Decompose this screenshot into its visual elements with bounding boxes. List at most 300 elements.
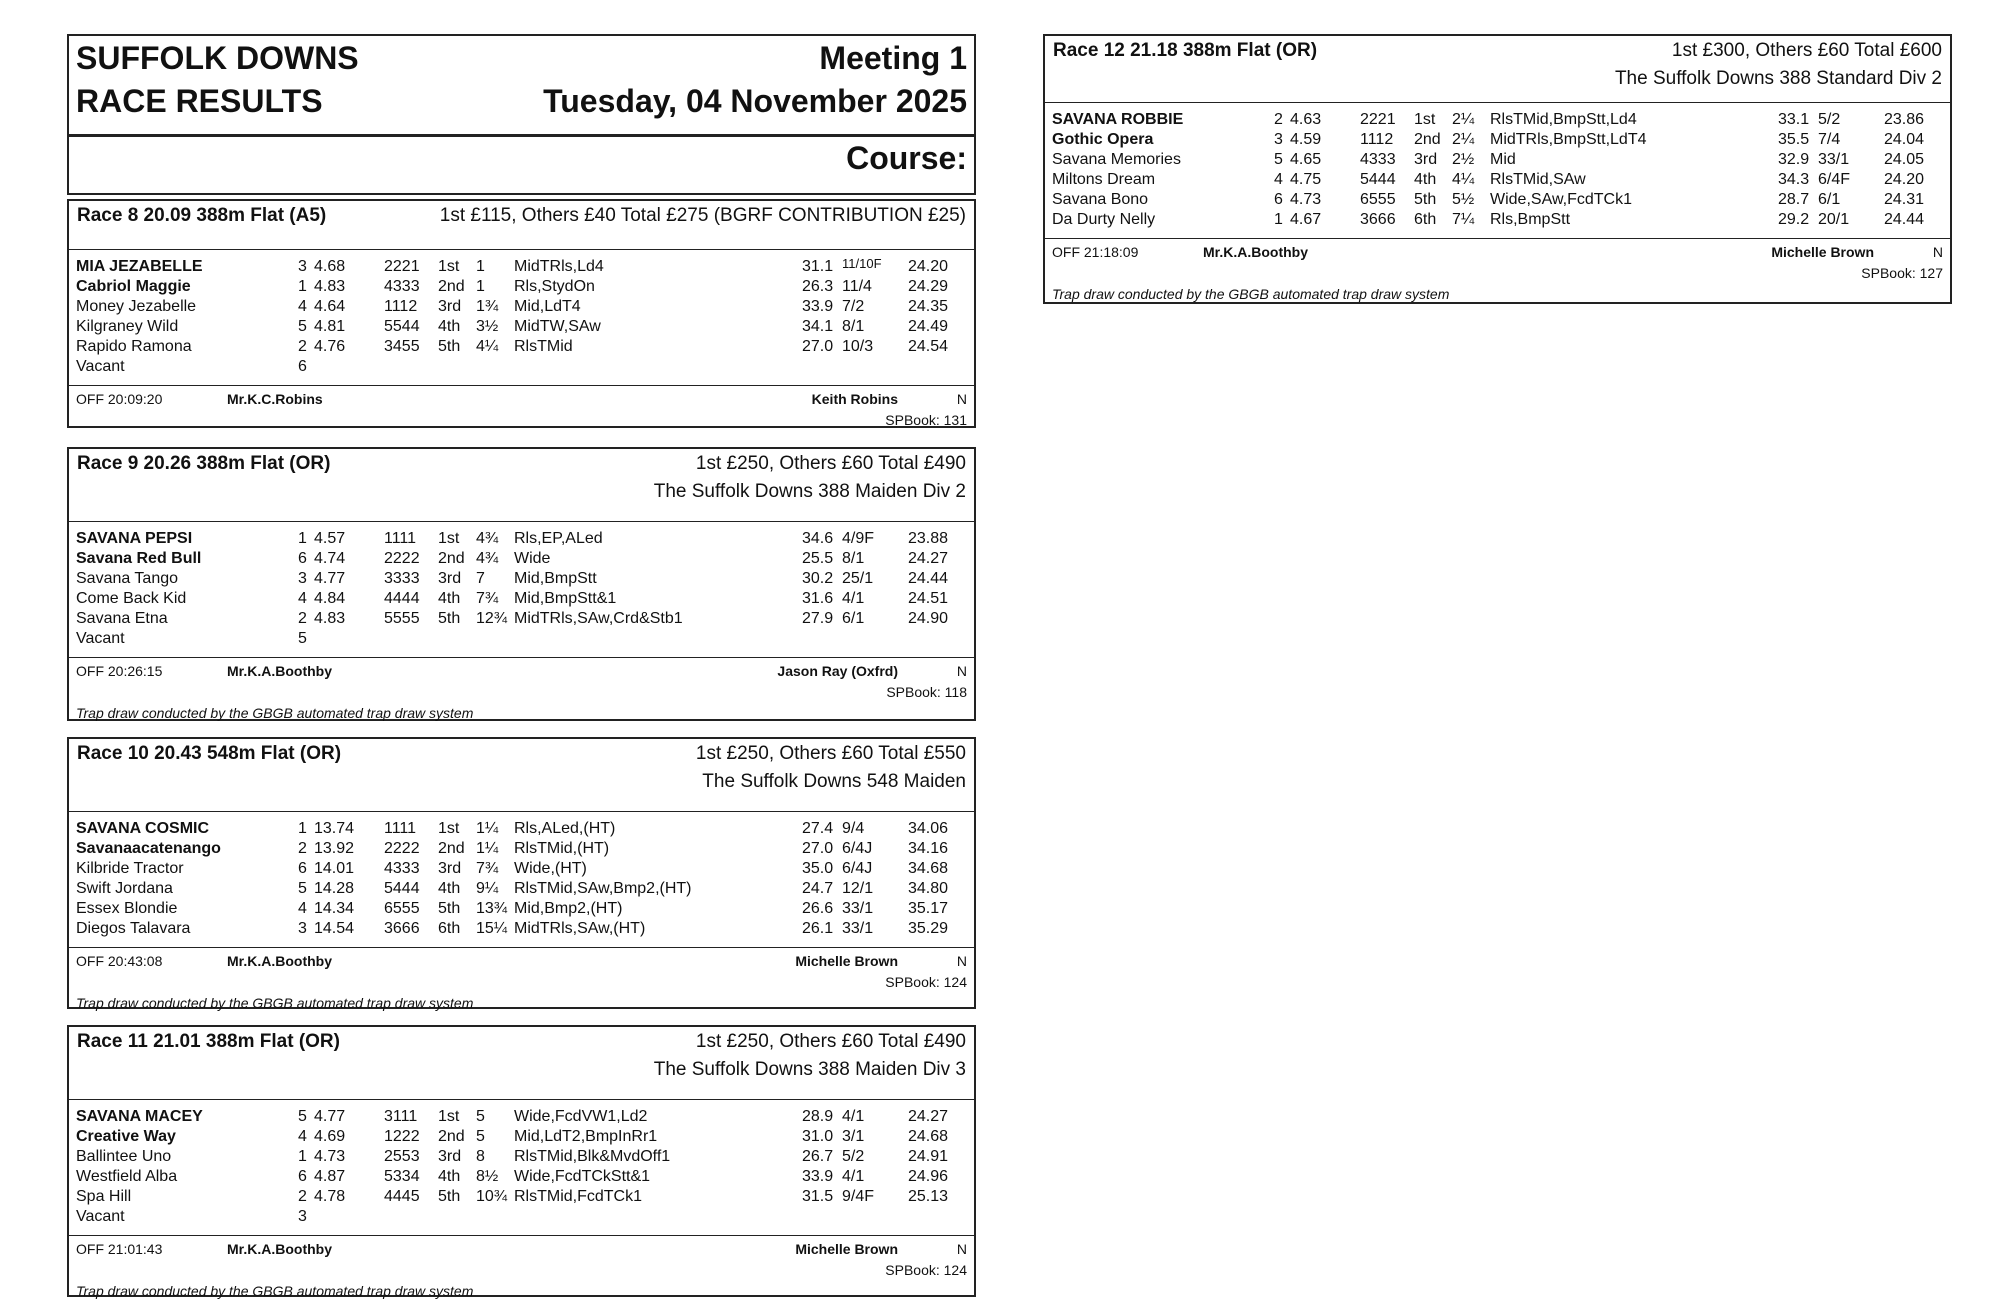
split-time: 4.87: [314, 1168, 346, 1185]
runner-name: Savana Bono: [1052, 191, 1149, 208]
split-time: 14.54: [314, 920, 355, 937]
run-time: 35.29: [908, 920, 949, 937]
race-title: Race 8 20.09 388m Flat (A5): [77, 205, 327, 226]
runner-row: [69, 629, 974, 648]
distance-beaten: 1¼: [476, 840, 499, 857]
race-prize: 1st £300, Others £60 Total £600: [1671, 40, 1942, 61]
official-name: Michelle Brown: [1771, 244, 1874, 260]
distance-beaten: 12¾: [476, 610, 508, 627]
starting-price: 33/1: [842, 920, 874, 937]
race-subtitle: The Suffolk Downs 388 Standard Div 2: [1614, 68, 1942, 89]
distance-beaten: 1¾: [476, 298, 499, 315]
running-comment: Rls,ALed,(HT): [514, 820, 616, 837]
distance-beaten: 1: [476, 278, 485, 295]
sectionals: 4333: [384, 278, 420, 295]
run-time: 24.31: [1884, 191, 1925, 208]
runner-row: [69, 1187, 974, 1206]
sectionals: 4333: [384, 860, 420, 877]
runner-name: Savana Memories: [1052, 151, 1181, 168]
race-title: Race 12 21.18 388m Flat (OR): [1053, 40, 1318, 61]
runner-row: [1045, 210, 1950, 229]
run-time: 24.91: [908, 1148, 949, 1165]
runner-row: [69, 609, 974, 628]
run-time: 24.68: [908, 1128, 949, 1145]
run-time: 24.27: [908, 1108, 949, 1125]
distance-beaten: 5½: [1452, 191, 1475, 208]
sectionals: 3666: [384, 920, 420, 937]
runner-row: [69, 257, 974, 276]
finish-position: 1st: [438, 258, 460, 275]
meeting-header: [67, 34, 976, 195]
weight: 27.0: [802, 840, 834, 857]
weight: 31.5: [802, 1188, 834, 1205]
sectionals: 2222: [384, 550, 420, 567]
sectionals: 5555: [384, 610, 420, 627]
race-title: Race 11 21.01 388m Flat (OR): [77, 1031, 340, 1052]
starting-price: 7/2: [842, 298, 865, 315]
running-comment: Wide,SAw,FcdTCk1: [1490, 191, 1632, 208]
sectionals: 5334: [384, 1168, 420, 1185]
split-time: 4.74: [314, 550, 346, 567]
runner-name: Westfield Alba: [76, 1168, 178, 1185]
official-name: Michelle Brown: [795, 1241, 898, 1257]
going-indicator: N: [956, 663, 967, 679]
finish-position: 2nd: [438, 278, 465, 295]
runner-row: [69, 919, 974, 938]
sectionals: 5444: [1360, 171, 1396, 188]
page-title: RACE RESULTS: [76, 83, 323, 119]
run-time: 24.20: [1884, 171, 1925, 188]
finish-position: 1st: [1414, 111, 1436, 128]
runner-row: [69, 1107, 974, 1126]
running-comment: MidTRls,SAw,(HT): [514, 920, 646, 937]
run-time: 24.49: [908, 318, 949, 335]
split-time: 4.75: [1290, 171, 1322, 188]
running-comment: Wide,(HT): [514, 860, 587, 877]
split-time: 14.01: [314, 860, 355, 877]
running-comment: Mid: [1490, 151, 1516, 168]
race-header-divider: [69, 521, 974, 522]
runner-name: MIA JEZABELLE: [76, 258, 203, 275]
starting-price: 6/1: [842, 610, 865, 627]
starting-price: 8/1: [842, 550, 865, 567]
finish-position: 6th: [1414, 211, 1437, 228]
race-footer-divider: [69, 1235, 974, 1236]
runner-row: [1045, 170, 1950, 189]
running-comment: RlsTMid,FcdTCk1: [514, 1188, 643, 1205]
weight: 24.7: [802, 880, 834, 897]
race-header-divider: [69, 1099, 974, 1100]
off-time: OFF 20:43:08: [76, 953, 163, 969]
split-time: 4.68: [314, 258, 346, 275]
spbook-number: SPBook: 118: [886, 684, 967, 700]
runner-name: Cabriol Maggie: [76, 278, 191, 295]
weight: 33.9: [802, 1168, 834, 1185]
official-name: Michelle Brown: [795, 953, 898, 969]
runner-name: Vacant: [76, 358, 125, 375]
run-time: 24.20: [908, 258, 949, 275]
weight: 34.6: [802, 530, 834, 547]
trap-number: 3: [298, 1208, 307, 1225]
trap-number: 6: [298, 860, 307, 877]
weight: 27.4: [802, 820, 834, 837]
split-time: 13.92: [314, 840, 355, 857]
trap-number: 1: [298, 530, 307, 547]
going-indicator: N: [956, 953, 967, 969]
sectionals: 5544: [384, 318, 420, 335]
header-divider: [69, 134, 974, 137]
sectionals: 2222: [384, 840, 420, 857]
running-comment: RlsTMid,Blk&MvdOff1: [514, 1148, 671, 1165]
running-comment: Mid,BmpStt: [514, 570, 597, 587]
race-header-divider: [69, 249, 974, 250]
sectionals: 3666: [1360, 211, 1396, 228]
run-time: 34.16: [908, 840, 949, 857]
weight: 25.5: [802, 550, 834, 567]
weight: 35.0: [802, 860, 834, 877]
starting-price: 4/1: [842, 1108, 865, 1125]
running-comment: Rls,StydOn: [514, 278, 595, 295]
runner-name: SAVANA MACEY: [76, 1108, 203, 1125]
finish-position: 1st: [438, 820, 460, 837]
running-comment: Wide,FcdVW1,Ld2: [514, 1108, 648, 1125]
running-comment: Wide,FcdTCkStt&1: [514, 1168, 651, 1185]
runner-name: Gothic Opera: [1052, 131, 1154, 148]
runner-name: Creative Way: [76, 1128, 176, 1145]
finish-position: 4th: [438, 318, 461, 335]
distance-beaten: 1¼: [476, 820, 499, 837]
off-time: OFF 20:26:15: [76, 663, 163, 679]
runner-row: [69, 1127, 974, 1146]
starting-price: 10/3: [842, 338, 874, 355]
sectionals: 6555: [384, 900, 420, 917]
distance-beaten: 4¾: [476, 550, 499, 567]
finish-position: 4th: [438, 590, 461, 607]
track-name: SUFFOLK DOWNS: [76, 40, 359, 76]
trap-number: 1: [1274, 211, 1283, 228]
running-comment: RlsTMid,(HT): [514, 840, 610, 857]
distance-beaten: 4¼: [476, 338, 499, 355]
finish-position: 4th: [438, 880, 461, 897]
steward-name: Mr.K.A.Boothby: [1203, 244, 1308, 260]
distance-beaten: 5: [476, 1128, 485, 1145]
starting-price: 3/1: [842, 1128, 865, 1145]
distance-beaten: 8: [476, 1148, 485, 1165]
race-header-divider: [69, 811, 974, 812]
trap-number: 5: [298, 1108, 307, 1125]
distance-beaten: 7¾: [476, 590, 499, 607]
split-time: 4.76: [314, 338, 346, 355]
run-time: 24.27: [908, 550, 949, 567]
finish-position: 2nd: [438, 1128, 465, 1145]
race-title: Race 9 20.26 388m Flat (OR): [77, 453, 331, 474]
race-footer-divider: [69, 385, 974, 386]
split-time: 4.64: [314, 298, 346, 315]
trap-draw-note: Trap draw conducted by the GBGB automated trap draw system: [76, 1283, 474, 1299]
run-time: 24.51: [908, 590, 949, 607]
runner-row: [69, 859, 974, 878]
run-time: 24.29: [908, 278, 949, 295]
weight: 30.2: [802, 570, 834, 587]
run-time: 23.86: [1884, 111, 1925, 128]
split-time: 4.67: [1290, 211, 1322, 228]
finish-position: 5th: [438, 900, 461, 917]
starting-price: 4/1: [842, 590, 865, 607]
race-prize: 1st £250, Others £60 Total £550: [695, 743, 966, 764]
runner-name: Swift Jordana: [76, 880, 173, 897]
course-label: Course:: [846, 140, 967, 176]
finish-position: 5th: [438, 338, 461, 355]
starting-price: 6/4F: [1818, 171, 1851, 188]
weight: 32.9: [1778, 151, 1810, 168]
steward-name: Mr.K.A.Boothby: [227, 663, 332, 679]
trap-number: 6: [298, 1168, 307, 1185]
starting-price: 4/1: [842, 1168, 865, 1185]
finish-position: 2nd: [438, 550, 465, 567]
distance-beaten: 13¾: [476, 900, 508, 917]
weight: 31.1: [802, 258, 834, 275]
sectionals: 2221: [1360, 111, 1396, 128]
runner-row: [69, 297, 974, 316]
trap-number: 5: [298, 880, 307, 897]
starting-price: 6/4J: [842, 840, 873, 857]
starting-price: 4/9F: [842, 530, 875, 547]
going-indicator: N: [956, 1241, 967, 1257]
weight: 27.0: [802, 338, 834, 355]
finish-position: 3rd: [438, 570, 462, 587]
running-comment: Wide: [514, 550, 551, 567]
finish-position: 5th: [438, 610, 461, 627]
sectionals: 3455: [384, 338, 420, 355]
runner-row: [1045, 190, 1950, 209]
runner-row: [69, 277, 974, 296]
weight: 35.5: [1778, 131, 1810, 148]
finish-position: 3rd: [438, 298, 462, 315]
split-time: 4.83: [314, 610, 346, 627]
race-title: Race 10 20.43 548m Flat (OR): [77, 743, 342, 764]
going-indicator: N: [956, 391, 967, 407]
split-time: 4.77: [314, 1108, 346, 1125]
steward-name: Mr.K.C.Robins: [227, 391, 323, 407]
sectionals: 1111: [384, 820, 417, 837]
trap-number: 4: [298, 298, 307, 315]
distance-beaten: 15¼: [476, 920, 508, 937]
trap-number: 3: [298, 920, 307, 937]
starting-price: 7/4: [1818, 131, 1841, 148]
race-subtitle: The Suffolk Downs 388 Maiden Div 3: [653, 1059, 966, 1080]
runner-row: [69, 569, 974, 588]
sectionals: 3111: [384, 1108, 418, 1125]
distance-beaten: 7¼: [1452, 211, 1475, 228]
runner-row: [69, 1167, 974, 1186]
runner-row: [69, 879, 974, 898]
distance-beaten: 2¼: [1452, 131, 1475, 148]
weight: 31.6: [802, 590, 834, 607]
split-time: 4.73: [1290, 191, 1322, 208]
running-comment: Mid,Bmp2,(HT): [514, 900, 623, 917]
runner-row: [1045, 150, 1950, 169]
runner-name: Spa Hill: [76, 1188, 132, 1205]
meeting-number: Meeting 1: [819, 40, 967, 76]
trap-number: 2: [298, 338, 307, 355]
runner-name: Savanaacatenango: [76, 840, 221, 857]
weight: 27.9: [802, 610, 834, 627]
distance-beaten: 1: [476, 258, 485, 275]
running-comment: MidTRls,BmpStt,LdT4: [1490, 131, 1647, 148]
sectionals: 4333: [1360, 151, 1396, 168]
trap-number: 4: [1274, 171, 1283, 188]
trap-number: 4: [298, 1128, 307, 1145]
starting-price: 9/4F: [842, 1188, 875, 1205]
weight: 26.6: [802, 900, 834, 917]
starting-price: 6/4J: [842, 860, 873, 877]
running-comment: RlsTMid,BmpStt,Ld4: [1490, 111, 1637, 128]
runner-name: Savana Red Bull: [76, 550, 202, 567]
sectionals: 1111: [384, 530, 417, 547]
trap-number: 2: [298, 840, 307, 857]
trap-number: 6: [298, 550, 307, 567]
trap-number: 5: [298, 630, 307, 647]
trap-number: 6: [1274, 191, 1283, 208]
running-comment: RlsTMid: [514, 338, 573, 355]
race-card: [67, 447, 976, 721]
weight: 28.9: [802, 1108, 834, 1125]
split-time: 4.59: [1290, 131, 1322, 148]
runner-name: Ballintee Uno: [76, 1148, 172, 1165]
split-time: 4.65: [1290, 151, 1322, 168]
split-time: 4.63: [1290, 111, 1322, 128]
runner-row: [69, 549, 974, 568]
run-time: 24.44: [1884, 211, 1925, 228]
race-prize: 1st £115, Others £40 Total £275 (BGRF CONTRIBUTION £25): [439, 205, 966, 226]
starting-price: 9/4: [842, 820, 865, 837]
trap-number: 1: [298, 1148, 307, 1165]
run-time: 34.80: [908, 880, 949, 897]
finish-position: 4th: [1414, 171, 1437, 188]
sectionals: 4445: [384, 1188, 420, 1205]
running-comment: RlsTMid,SAw,Bmp2,(HT): [514, 880, 692, 897]
run-time: 24.96: [908, 1168, 949, 1185]
meeting-date: Tuesday, 04 November 2025: [543, 83, 967, 119]
runner-row: [1045, 130, 1950, 149]
trap-number: 4: [298, 590, 307, 607]
running-comment: Rls,BmpStt: [1490, 211, 1571, 228]
trap-number: 3: [298, 258, 307, 275]
run-time: 24.05: [1884, 151, 1925, 168]
runner-name: Savana Etna: [76, 610, 168, 627]
running-comment: Mid,BmpStt&1: [514, 590, 617, 607]
run-time: 24.44: [908, 570, 949, 587]
split-time: 14.34: [314, 900, 355, 917]
run-time: 24.90: [908, 610, 949, 627]
weight: 29.2: [1778, 211, 1810, 228]
runner-name: SAVANA COSMIC: [76, 820, 210, 837]
race-prize: 1st £250, Others £60 Total £490: [695, 1031, 966, 1052]
run-time: 24.54: [908, 338, 949, 355]
sectionals: 2221: [384, 258, 420, 275]
weight: 33.1: [1778, 111, 1810, 128]
weight: 34.1: [802, 318, 834, 335]
starting-price: 33/1: [1818, 151, 1850, 168]
run-time: 25.13: [908, 1188, 949, 1205]
race-subtitle: The Suffolk Downs 548 Maiden: [702, 771, 966, 792]
race-footer-divider: [69, 947, 974, 948]
spbook-number: SPBook: 124: [885, 1262, 967, 1278]
run-time: 24.04: [1884, 131, 1925, 148]
official-name: Jason Ray (Oxfrd): [777, 663, 898, 679]
runner-row: [69, 819, 974, 838]
trap-draw-note: Trap draw conducted by the GBGB automated trap draw system: [76, 705, 474, 721]
going-indicator: N: [1932, 244, 1943, 260]
runner-row: [69, 1207, 974, 1226]
race-footer-divider: [69, 657, 974, 658]
trap-number: 4: [298, 900, 307, 917]
race-card: [67, 737, 976, 1009]
sectionals: 3333: [384, 570, 420, 587]
runner-row: [69, 589, 974, 608]
finish-position: 2nd: [1414, 131, 1441, 148]
distance-beaten: 9¼: [476, 880, 499, 897]
sectionals: 1112: [384, 298, 418, 315]
distance-beaten: 8½: [476, 1168, 499, 1185]
sectionals: 1222: [384, 1128, 420, 1145]
spbook-number: SPBook: 124: [885, 974, 967, 990]
steward-name: Mr.K.A.Boothby: [227, 953, 332, 969]
starting-price: 5/2: [842, 1148, 865, 1165]
race-card: [1043, 34, 1952, 304]
trap-number: 2: [298, 610, 307, 627]
split-time: 4.73: [314, 1148, 346, 1165]
runner-row: [69, 1147, 974, 1166]
trap-number: 3: [298, 570, 307, 587]
split-time: 4.81: [314, 318, 346, 335]
running-comment: MidTRls,Ld4: [514, 258, 604, 275]
starting-price: 11/4: [842, 278, 872, 295]
distance-beaten: 10¾: [476, 1188, 508, 1205]
runner-name: Vacant: [76, 1208, 125, 1225]
distance-beaten: 7¾: [476, 860, 499, 877]
distance-beaten: 4¾: [476, 530, 499, 547]
trap-number: 1: [298, 820, 307, 837]
split-time: 4.77: [314, 570, 346, 587]
distance-beaten: 4¼: [1452, 171, 1475, 188]
runner-row: [69, 317, 974, 336]
race-footer-divider: [1045, 238, 1950, 239]
weight: 31.0: [802, 1128, 834, 1145]
running-comment: Mid,LdT2,BmpInRr1: [514, 1128, 658, 1145]
race-prize: 1st £250, Others £60 Total £490: [695, 453, 966, 474]
running-comment: MidTRls,SAw,Crd&Stb1: [514, 610, 683, 627]
runner-name: Essex Blondie: [76, 900, 178, 917]
distance-beaten: 7: [476, 570, 485, 587]
steward-name: Mr.K.A.Boothby: [227, 1241, 332, 1257]
weight: 28.7: [1778, 191, 1810, 208]
starting-price: 33/1: [842, 900, 874, 917]
run-time: 23.88: [908, 530, 949, 547]
trap-number: 5: [298, 318, 307, 335]
weight: 26.7: [802, 1148, 834, 1165]
runner-name: Rapido Ramona: [76, 338, 192, 355]
running-comment: RlsTMid,SAw: [1490, 171, 1586, 188]
starting-price: 25/1: [842, 570, 874, 587]
runner-row: [69, 357, 974, 376]
race-card: [67, 199, 976, 428]
trap-number: 2: [298, 1188, 307, 1205]
runner-name: Kilbride Tractor: [76, 860, 184, 877]
trap-draw-note: Trap draw conducted by the GBGB automated trap draw system: [1052, 286, 1450, 302]
runner-row: [69, 529, 974, 548]
trap-number: 1: [298, 278, 307, 295]
